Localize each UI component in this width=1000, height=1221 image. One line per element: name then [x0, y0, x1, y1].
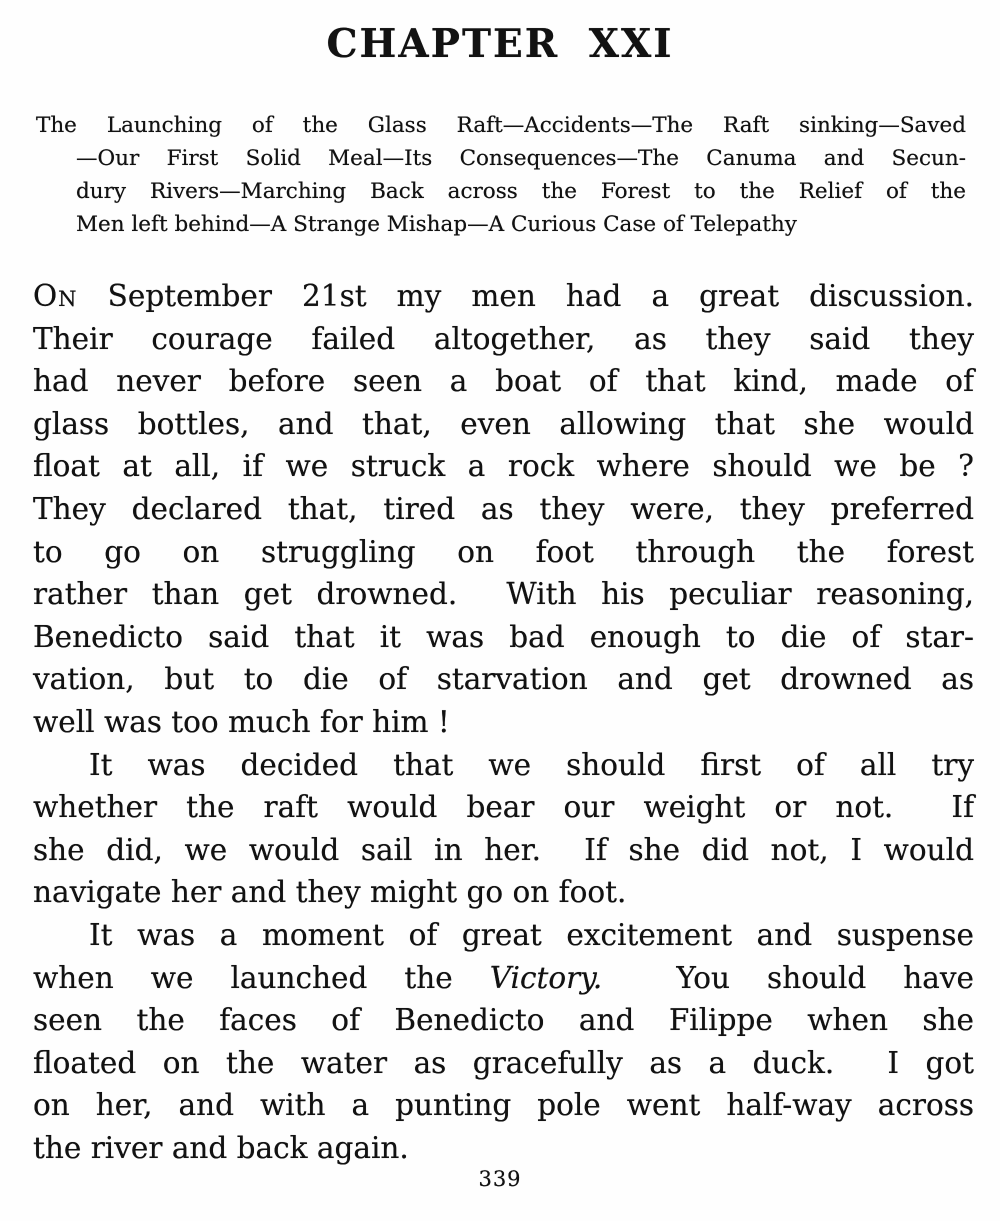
- body-line-text: You should have: [602, 960, 975, 995]
- body-line: navigate her and they might go on foot.: [33, 875, 627, 910]
- body-line: floated on the water as gracefully as a duck. I got: [33, 1045, 974, 1080]
- body-line-text: when we launched the: [33, 960, 490, 995]
- body-line: [33, 957, 974, 1000]
- body-line: to go on struggling on foot through the forest: [33, 534, 974, 569]
- boat-name-italic: Victory.: [489, 960, 603, 995]
- body-line: It was decided that we should first of all try: [89, 747, 974, 782]
- body-line: well was too much for him !: [33, 704, 450, 739]
- body-line: had never before seen a boat of that kind, made of: [33, 364, 974, 399]
- chapter-title: CHAPTER XXI: [326, 21, 674, 67]
- body-line: rather than get drowned. With his peculiar reasoning,: [33, 577, 974, 612]
- paragraph-2: [33, 744, 974, 914]
- body-line-text: September 21st my men had a great discussion.: [77, 279, 974, 313]
- paragraph-3: [33, 914, 974, 1170]
- summary-line: dury Rivers—Marching Back across the Forest to the Relief of the: [76, 178, 966, 204]
- body-line: she did, we would sail in her. If she did not, I would: [33, 832, 974, 867]
- body-text: [33, 275, 974, 1169]
- opening-word-smallcaps: On: [33, 279, 78, 313]
- body-line: They declared that, tired as they were, they preferred: [33, 491, 974, 526]
- body-line: glass bottles, and that, even allowing that she would: [33, 406, 974, 441]
- body-line: [33, 275, 974, 318]
- body-line: vation, but to die of starvation and get drowned as: [33, 662, 974, 697]
- body-line: whether the raft would bear our weight or not. If: [33, 790, 974, 825]
- body-line: float at all, if we struck a rock where should we be ?: [33, 449, 974, 484]
- summary-line: The Launching of the Glass Raft—Accidents—The Raft sinking—Saved: [36, 113, 966, 138]
- body-line: It was a moment of great excitement and suspense: [89, 917, 974, 952]
- body-line: on her, and with a punting pole went half-way across: [33, 1088, 974, 1123]
- page-number: 339: [478, 1167, 522, 1191]
- body-line: Their courage failed altogether, as they said they: [33, 321, 974, 356]
- body-line: Benedicto said that it was bad enough to die of star-: [33, 619, 974, 654]
- summary-line: —Our First Solid Meal—Its Consequences—The Canuma and Secun-: [76, 145, 966, 171]
- paragraph-1: [33, 275, 974, 744]
- summary-line: Men left behind—A Strange Mishap—A Curious Case of Telepathy: [76, 211, 797, 237]
- body-line: seen the faces of Benedicto and Filippe when she: [33, 1003, 974, 1038]
- chapter-summary: [36, 110, 966, 242]
- body-line: the river and back again.: [33, 1130, 409, 1165]
